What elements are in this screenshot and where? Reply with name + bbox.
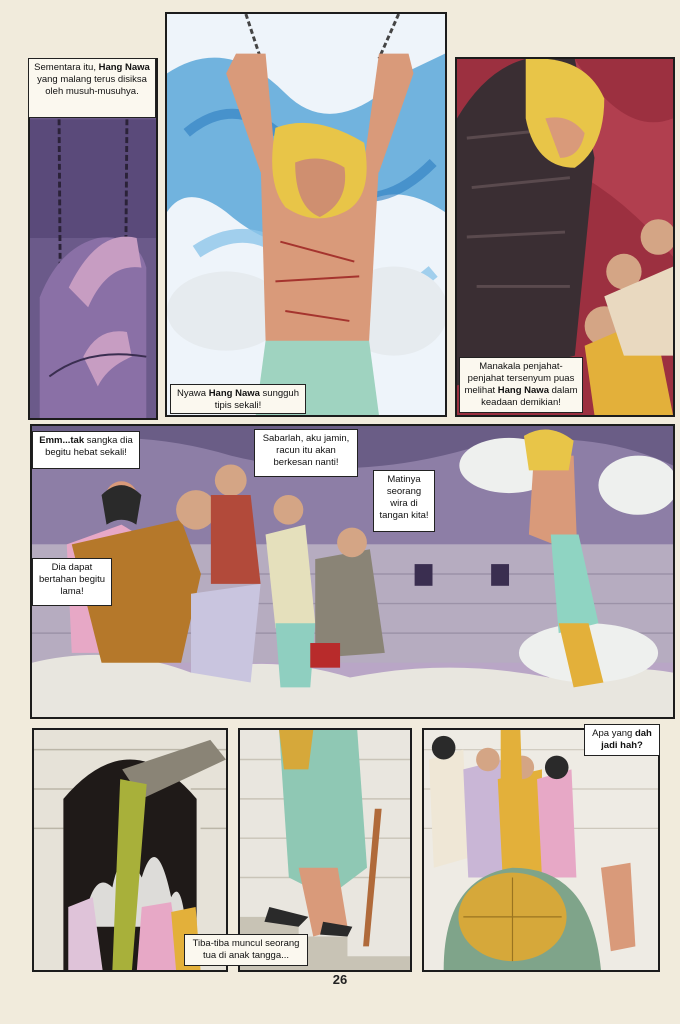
balloon-dia-dapat [32,558,112,606]
balloon-text: Apa yang [592,728,635,739]
hero-chained-art [167,14,445,415]
page-number: 26 [332,972,348,987]
caption-text: Nyawa [177,388,209,399]
panel5-caption [184,934,308,966]
balloon-sabarlah [254,429,358,477]
caption-text: Sementara itu, [34,62,99,73]
caption-text: yang malang terus disiksa oleh musuh-musuhya. [37,74,147,97]
caption-name: Hang Nawa [208,388,260,399]
balloon-text-bold: dah jadi hah? [601,728,652,751]
balloon-emm-tak-sangka [32,431,140,469]
caption-text: sungguh tipis sekali! [214,388,299,411]
balloon-text: Dia dapat bertahan begitu lama! [38,562,106,597]
panel-hero-chained [165,12,447,417]
balloon-text: Sabarlah, aku jamin, racun itu akan berkesan nanti! [262,433,350,468]
caption-name: Hang Nawa [497,385,549,396]
panel1-caption [28,58,156,118]
panel3-caption [459,357,583,413]
balloon-text: Matinya seorang wira di tangan kita! [379,474,429,521]
caption-name: Hang Nawa [98,62,150,73]
caption-text: dalam keadaan demikian! [481,385,578,408]
panel2-caption [170,384,306,414]
balloon-apa-yang [584,724,660,756]
caption-text: Tiba-tiba muncul seorang tua di anak tangga... [192,938,300,961]
caption-text: Manakala penjahat-penjahat tersenyum puas melihat [464,361,575,396]
balloon-text: sangka dia begitu hebat sekali! [45,435,133,458]
panel-crowd-asks [422,728,660,972]
balloon-text-bold: Emm...tak [39,435,85,446]
balloon-matinya-wira [373,470,435,532]
crowd-art [424,730,658,970]
